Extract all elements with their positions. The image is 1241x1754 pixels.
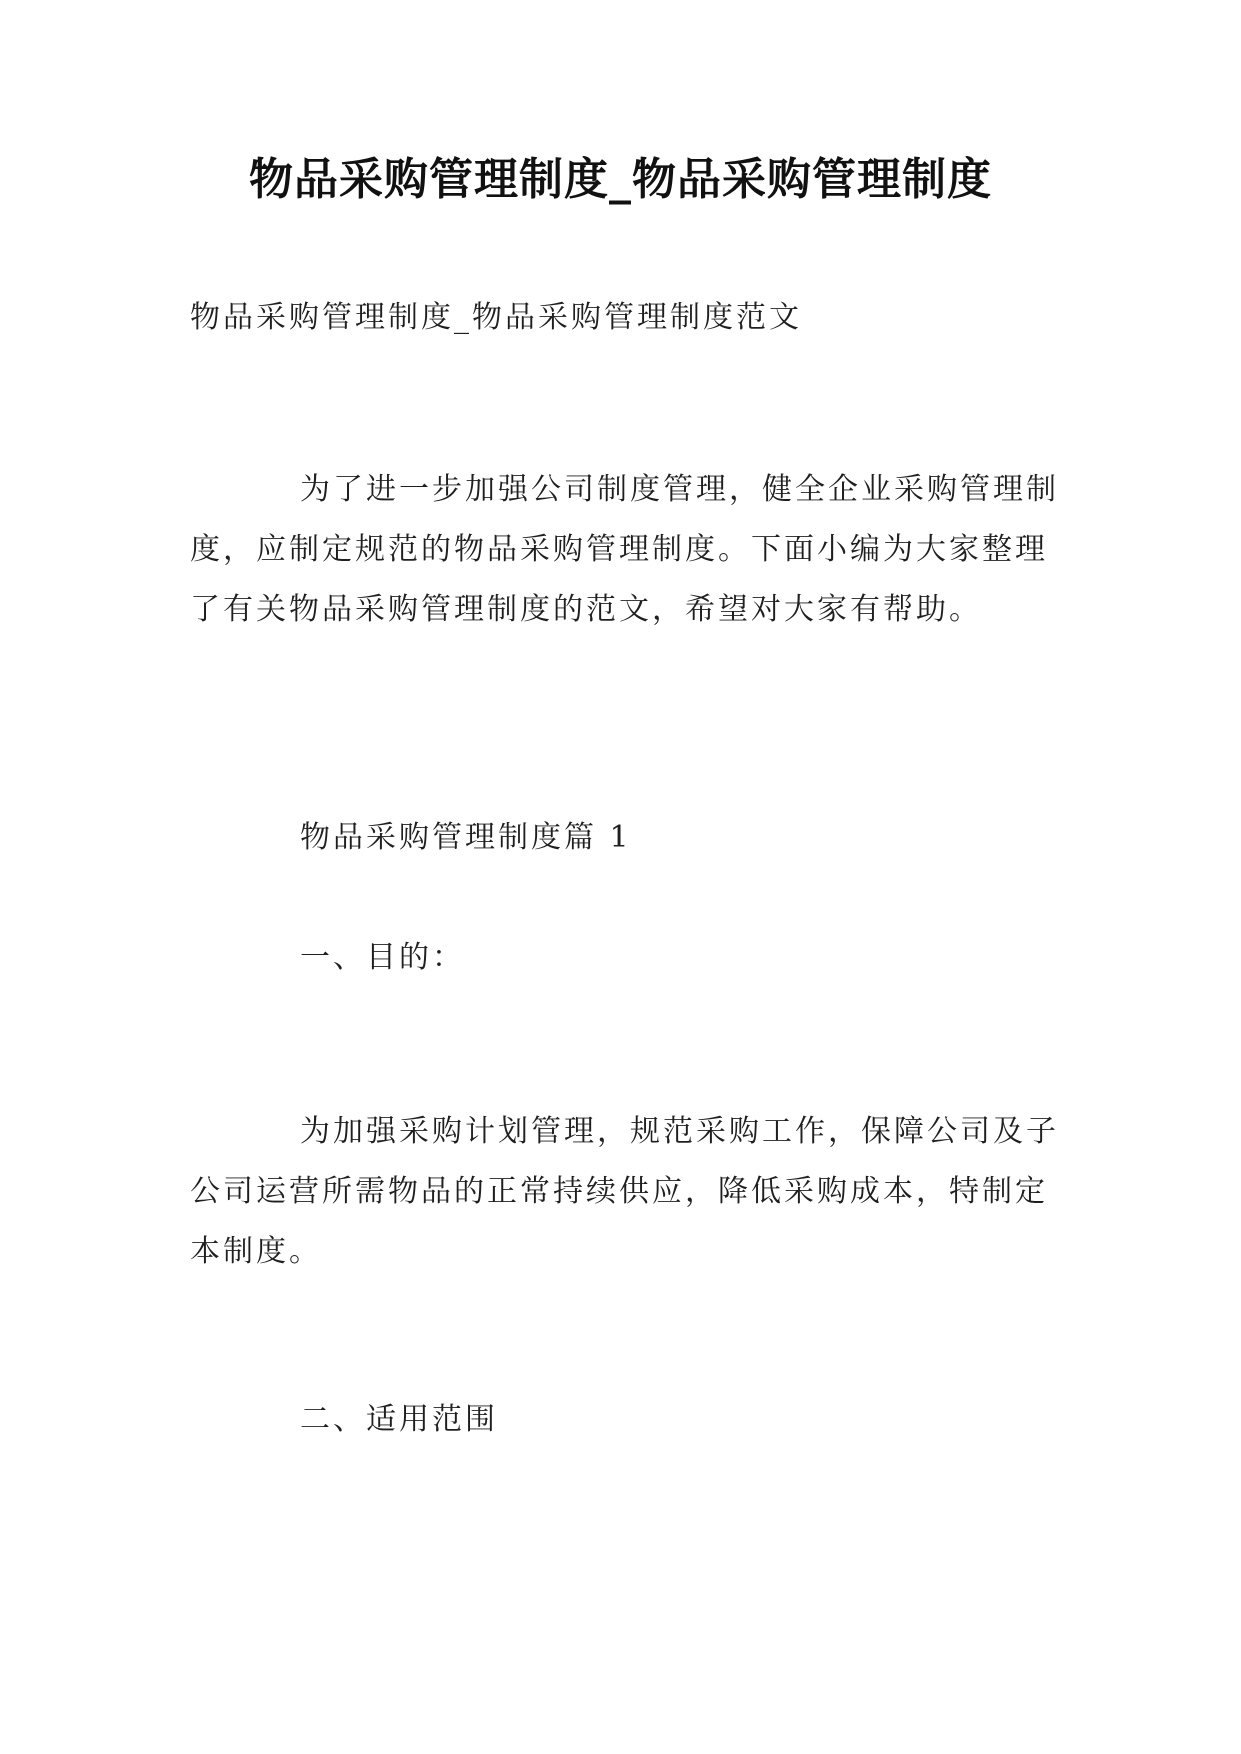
item-2-heading: 二、适用范围 (300, 1402, 498, 1437)
document-subtitle: 物品采购管理制度_物品采购管理制度范文 (190, 300, 802, 335)
intro-paragraph: 为了进一步加强公司制度管理，健全企业采购管理制度，应制定规范的物品采购管理制度。下面小编为大家整理了有关物品采购管理制度的范文，希望对大家有帮助。 (190, 472, 1059, 627)
item-1-body: 为加强采购计划管理，规范采购工作，保障公司及子公司运营所需物品的正常持续供应，降低采购成本，特制定本制度。 (190, 1114, 1059, 1269)
document-title: 物品采购管理制度_物品采购管理制度 (249, 154, 992, 205)
section-heading: 物品采购管理制度篇 1 (300, 820, 632, 855)
item-1-heading: 一、目的： (300, 940, 465, 975)
